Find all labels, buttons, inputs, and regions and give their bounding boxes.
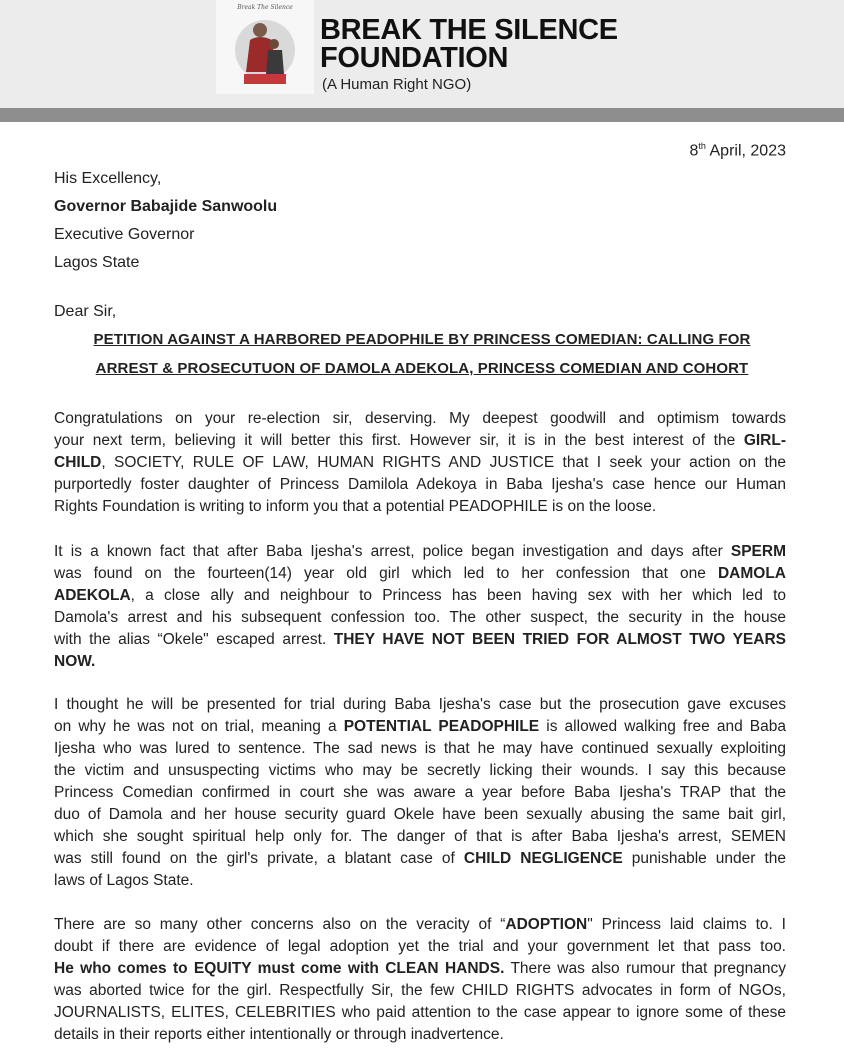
p2-line: Damola's arrest and his subsequent confession too. The other suspect, the security in the house — [54, 609, 786, 626]
p1-line: Rights Foundation is writing to inform you that a potential PEADOPHILE is on the loose. — [54, 498, 657, 515]
p3-text: on why he was not on trial, meaning a — [54, 718, 344, 735]
p3-line: the victim and unsuspecting victims who may be secretly licking their wounds. I say this because — [54, 762, 786, 779]
paragraph-2 — [54, 541, 786, 673]
paragraph-3 — [54, 694, 786, 892]
p3-line: I thought he will be presented for trial during Baba Ijesha's case but the prosecution gave excuses — [54, 696, 786, 713]
date-day: 8 — [689, 142, 699, 160]
subject-line-2: ARREST & PROSECUTUON OF DAMOLA ADEKOLA, PRINCESS COMEDIAN AND COHORT — [95, 360, 749, 377]
org-name-line1: BREAK THE SILENCE — [320, 14, 618, 46]
paragraph-1 — [54, 408, 786, 518]
letter-date — [690, 141, 786, 160]
p3-text: is allowed walking free and Baba — [539, 718, 787, 735]
p1-line: purportedly foster daughter of Princess Damilola Adekoya in Baba Ijesha's case hence our Human — [54, 476, 786, 493]
p2-emphasis: ADEKOLA — [54, 587, 131, 604]
p3-line — [54, 716, 786, 738]
p1-emphasis: CHILD — [54, 454, 102, 471]
greeting: Dear Sir, — [54, 303, 117, 320]
p3-line: laws of Lagos State. — [54, 872, 194, 889]
p3-line: which she sought spiritual help only for. The danger of that is after Baba Ijesha's arrest, SEMEN — [54, 828, 786, 845]
svg-text:Break The Silence: Break The Silence — [237, 4, 293, 11]
org-name-line2: FOUNDATION — [320, 42, 509, 74]
p2-text: was found on the fourteen(14) year old girl which led to her confession that one — [54, 565, 718, 582]
letterhead — [0, 0, 844, 108]
p4-text: " Princess laid claims to. I — [587, 916, 786, 933]
p4-line: details in their reports either intentionally or through inadvertence. — [54, 1026, 504, 1043]
p3-text: was still found on the girl's private, a blatant case of — [54, 850, 464, 867]
p1-emphasis: GIRL- — [743, 432, 786, 449]
p2-text: with the alias “Okele" escaped arrest. — [54, 631, 334, 648]
p1-text: , SOCIETY, RULE OF LAW, HUMAN RIGHTS AND JUSTICE that I seek your action on the — [101, 454, 786, 471]
p2-emphasis: SPERM — [730, 543, 786, 560]
recipient-name: Governor Babajide Sanwoolu — [54, 198, 278, 215]
foundation-logo — [216, 0, 314, 94]
p1-line — [54, 430, 786, 452]
p1-line — [54, 452, 786, 474]
recipient-salutation: His Excellency, — [54, 170, 162, 187]
p2-line — [54, 585, 786, 607]
p4-line — [54, 914, 786, 936]
p2-emphasis: DAMOLA — [717, 565, 786, 582]
p4-line: JOURNALISTS, ELITES, CELEBRITIES who paid attention to the case appear to ignore some of these — [54, 1004, 786, 1021]
recipient-state: Lagos State — [54, 254, 140, 271]
p4-line — [54, 958, 786, 980]
p2-line: NOW. — [54, 653, 96, 670]
p2-line — [54, 541, 786, 563]
recipient-title: Executive Governor — [54, 226, 195, 243]
p3-emphasis: POTENTIAL PEADOPHILE — [343, 718, 540, 735]
p3-line — [54, 848, 786, 870]
p3-emphasis: CHILD NEGLIGENCE — [463, 850, 623, 867]
p1-text: your next term, believing it will better this first. However sir, it is in the best interest of the — [54, 432, 744, 449]
p3-line: Princess Comedian confirmed in court she was aware a year before Baba Ijesha's TRAP that the — [54, 784, 786, 801]
date-month-year: April, 2023 — [705, 142, 786, 160]
date-suffix: th — [698, 141, 706, 151]
organization-subtitle: (A Human Right NGO) — [322, 76, 472, 93]
p3-line: Ijesha who was lured to sentence. The sad news is that he may have continued sexually exploiting — [54, 740, 786, 757]
p3-line: duo of Damola and her house security guard Okele have been sexually abusing the same bait girl, — [54, 806, 786, 823]
organization-name — [320, 16, 618, 72]
p4-line: doubt if there are evidence of legal adoption yet the trial and your government let that pass too. — [54, 938, 786, 955]
p2-emphasis: THEY HAVE NOT BEEN TRIED FOR ALMOST TWO YEARS — [333, 631, 786, 648]
p3-text: punishable under the — [622, 850, 787, 867]
header-divider — [0, 108, 844, 122]
paragraph-4 — [54, 914, 786, 1046]
p2-line — [54, 563, 786, 585]
subject-line-1: PETITION AGAINST A HARBORED PEADOPHILE BY PRINCESS COMEDIAN: CALLING FOR — [93, 331, 751, 348]
p4-emphasis: He who comes to EQUITY must come with CLEAN HANDS. — [54, 960, 505, 977]
p1-line: Congratulations on your re-election sir, deserving. My deepest goodwill and optimism towards — [54, 410, 786, 427]
p2-text: , a close ally and neighbour to Princess has been having sex with her which led to — [130, 587, 786, 604]
p4-text: There are so many other concerns also on the veracity of “ — [54, 916, 506, 933]
p4-text: There was also rumour that pregnancy — [504, 960, 786, 977]
p2-line — [54, 629, 786, 651]
p4-line: was aborted twice for the girl. Respectfully Sir, the few CHILD RIGHTS advocates in form of NGOs, — [54, 982, 786, 999]
p2-text: It is a known fact that after Baba Ijesha's arrest, police began investigation and days after — [54, 543, 731, 560]
p4-emphasis: ADOPTION — [505, 916, 588, 933]
